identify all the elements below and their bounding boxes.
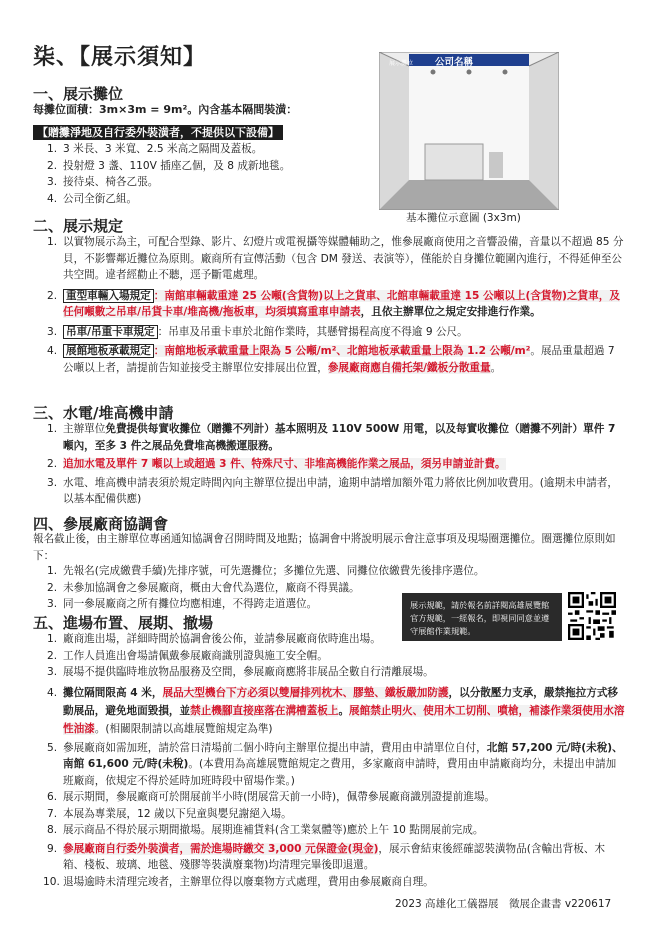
list-item: 4. 展館地板承載規定 ：南館地板承載重量上限為 5 公噸/m²、北館地板承載重量上限為 1.2 公噸/m²。展品重量超過 7 公噸以上者，請提前告知並接受主辦單位安排展出位置，參展廠商應自備托架/鐵板分散重量。 bbox=[47, 345, 615, 374]
list-item: 4. 公司全銜乙組。 bbox=[47, 192, 138, 205]
page-title: 柒、【展示須知】 bbox=[33, 45, 207, 70]
list-item: 4. 攤位隔間限高 4 米，展品大型機台下方必須以雙層排列枕木、膠墊、鐵板嚴加防護，以分散壓力支承，嚴禁拖拉方式移動展品，避免地面毀損，並禁止機腳直接座落在溝槽蓋板上。展館禁止明火、使用木工切削、噴槍，補漆作業須使用水溶性油漆。(相關限制請以高雄展覽館規定為準) bbox=[47, 686, 625, 735]
section-3-heading: 三、水電/堆高機申請 bbox=[33, 404, 174, 422]
page-footer: 2023 高雄化工儀器展 徵展企畫書 v220617 bbox=[395, 898, 612, 910]
list-item: 2. 工作人員進出會場請佩戴參展廠商識別證與施工安全帽。 bbox=[47, 649, 328, 662]
section-1-heading: 一、展示攤位 bbox=[33, 85, 124, 103]
booth-area-text: 每攤位面積：3m×3m = 9m²。內含基本隔間裝潢： bbox=[33, 103, 298, 116]
list-item: 2. 追加水電及單件 7 噸以上或超過 3 件、特殊尺寸、非堆高機能作業之展品，須另申請並計費。 bbox=[47, 458, 506, 470]
no-equipment-notice: 【贈攤淨地及自行委外裝潢者，不提供以下設備】 bbox=[33, 125, 283, 140]
booth-caption: 基本攤位示意圖 (3x3m) bbox=[406, 212, 521, 224]
list-item: 1. 先報名(完成繳費手續)先排序號，可先選攤位；多攤位先選、同攤位依繳費先後排序選位。 bbox=[47, 565, 485, 577]
list-item: 3. 展場不提供臨時堆放物品服務及空間，參展廠商應將非展品全數自行清離展場。 bbox=[47, 666, 434, 678]
booth-items-list bbox=[33, 141, 363, 207]
list-item: 5. 參展廠商如需加班，請於當日清場前二個小時向主辦單位提出申請，費用由申請單位自付，北館 57,200 元/時(未稅)、南館 61,600 元/時(未稅)。(本費用為高雄展覽館規定之費用，多家廠商申請時，費用由申請廠商均分，未提出申請加班廠商，依規定不得於延時加班時段中留場作業。) bbox=[47, 741, 623, 787]
list-item: 2. 未參加協調會之參展廠商，概由大會代為選位，廠商不得異議。 bbox=[47, 581, 360, 594]
list-item: 1. 主辦單位免費提供每實收攤位（贈攤不列計）基本照明及 110V 500W 用電，以及每實收攤位（贈攤不列計）單件 7 噸內，至多 3 件之展品免費堆高機搬運服務。 bbox=[47, 423, 616, 452]
booth-badge: 展示攤位 bbox=[389, 60, 414, 67]
booth-illustration bbox=[379, 52, 559, 210]
booth-sign: 公司名稱 bbox=[435, 57, 474, 68]
list-item: 3. 接待桌、椅各乙張。 bbox=[47, 176, 159, 188]
list-item: 3. 同一參展廠商之所有攤位均應相連，不得跨走道選位。 bbox=[47, 598, 318, 610]
list-item: 3. 吊車/吊重卡車規定 ：吊車及吊重卡車於北館作業時，其懸臂揚程高度不得逾 9 公尺。 bbox=[47, 325, 468, 338]
section-2-heading: 二、展示規定 bbox=[33, 217, 124, 235]
list-item: 1. 以實物展示為主，可配合型錄、影片、幻燈片或電視攝等媒體輔助之，惟參展廠商使用之音響設備，音量以不超過 85 分貝，不影響鄰近攤位為原則。廠商所有宣傳活動（包含 DM 發送、表演等），僅能於自身攤位範圍內進行，不得延伸至公共空間。違者經勸止不聽，逕予斷電處理。 bbox=[47, 236, 624, 281]
setup-rules-list bbox=[33, 631, 625, 890]
venue-rules-note: 展示規範，請於報名前詳閱高雄展覽館官方規範，一經報名，即視同同意並遵守展館作業規範。 bbox=[402, 593, 562, 641]
coordination-intro: 報名截止後，由主辦單位專函通知協調會召開時間及地點；協調會中將說明展示會注意事項及現場圈選攤位。圈選攤位原則如下： bbox=[33, 533, 616, 562]
list-item: 2. 投射燈 3 盞、110V 插座乙個，及 8 成新地毯。 bbox=[47, 159, 291, 172]
list-item: 7. 本展為專業展，12 歲以下兒童與嬰兒謝絕入場。 bbox=[47, 807, 292, 820]
list-item: 9. 參展廠商自行委外裝潢者，需於進場時繳交 3,000 元保證金(現金)，展示會結束後經確認裝潢物品(含輸出背板、木箱、棧板、玻璃、地毯、殘膠等裝潢廢棄物)均清理完畢後即退還。 bbox=[47, 842, 606, 871]
list-item: 1. 3 米長、3 米寬、2.5 米高之隔間及蓋板。 bbox=[47, 143, 263, 155]
list-item: 1. 廠商進出場，詳細時間於協調會後公佈，並請參展廠商依時進出場。 bbox=[47, 633, 381, 645]
list-item: 10. 退場逾時未清理完竣者，主辦單位得以廢棄物方式處理，費用由參展廠商自理。 bbox=[43, 875, 434, 888]
section-4-heading: 四、參展廠商協調會 bbox=[33, 515, 169, 533]
list-item: 6. 展示期間，參展廠商可於開展前半小時(閉展當天前一小時)，佩帶參展廠商識別證提前進場。 bbox=[47, 791, 496, 803]
list-item: 2. 重型車輛入場規定 ：南館車輛載重達 25 公噸(含貨物)以上之貨車、北館車輛載重達 15 公噸以上(含貨物)之貨車，及任何噸數之吊車/吊貨卡車/堆高機/拖板車，均須填寫重車申請表，且依主辦單位之規定安排進行作業。 bbox=[47, 289, 620, 318]
list-item: 8. 展示商品不得於展示期間撤場。展期進補貨料(含工業氣體等)應於上午 10 點開展前完成。 bbox=[47, 824, 484, 836]
list-item: 3. 水電、堆高機申請表須於規定時間內向主辦單位提出申請，逾期申請增加額外電力將依比例加收費用。(逾期未申請者，以基本配備供應) bbox=[47, 476, 619, 505]
display-rules-list bbox=[33, 234, 625, 376]
section-5-heading: 五、進場布置、展期、撤場 bbox=[33, 614, 214, 632]
utilities-list bbox=[33, 421, 625, 508]
